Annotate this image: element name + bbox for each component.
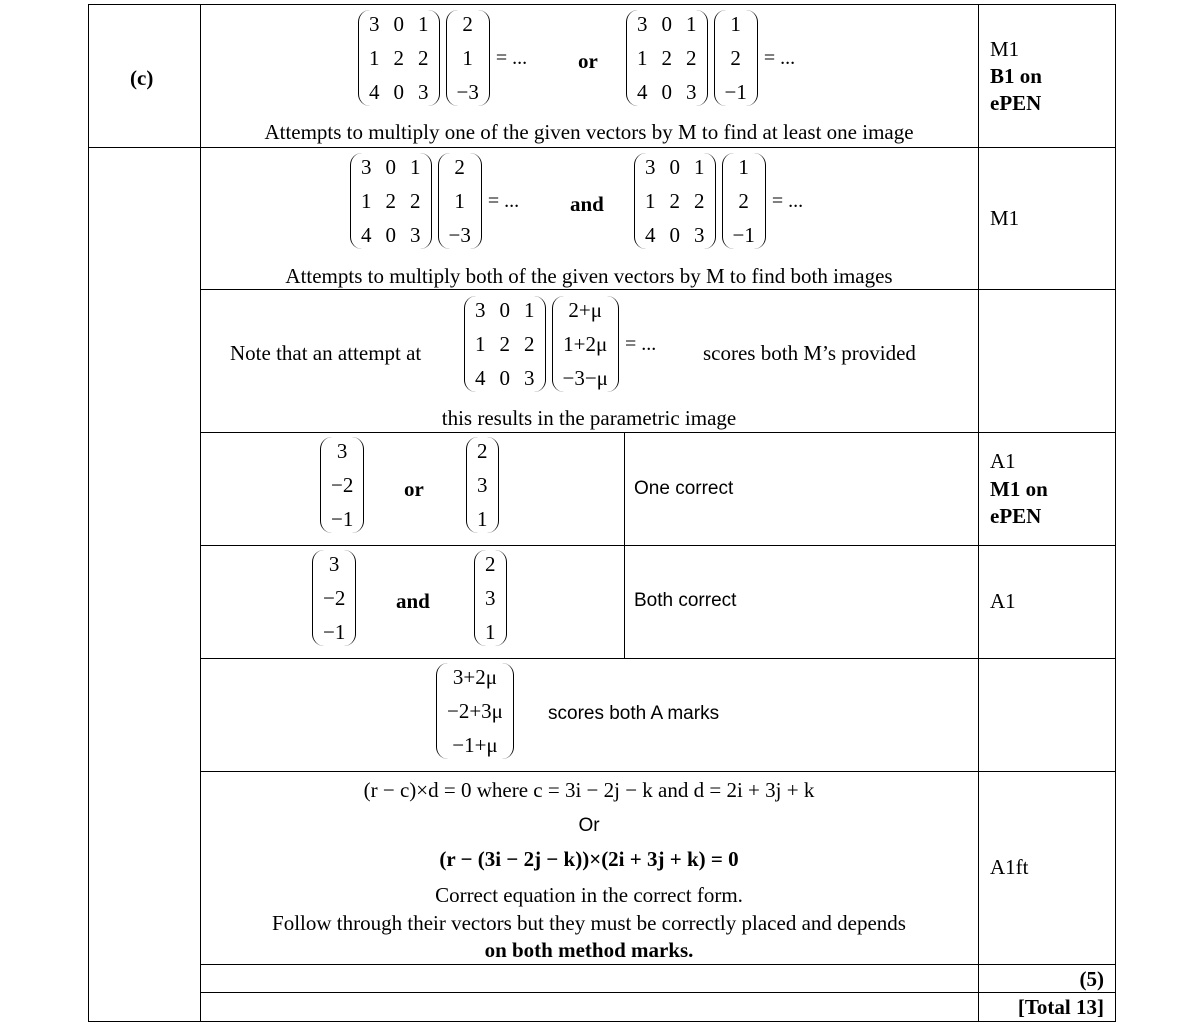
row3-suffix: scores both M’s provided [703, 341, 916, 365]
subtotal-marks: (5) [1079, 967, 1104, 991]
row2-and-word: and [570, 192, 604, 216]
row4-mark-line1: A1 [990, 449, 1016, 473]
vector-b: 1 2 −1 [722, 153, 766, 249]
row5-mark: A1 [990, 589, 1016, 613]
matrix-m: 3 0 1 1 2 2 4 0 3 [626, 10, 708, 106]
marks-column-divider [978, 4, 979, 1022]
row5-image-a [312, 550, 356, 646]
row1-or-word: or [578, 49, 598, 73]
row7-line2: Or [578, 815, 600, 836]
total-marks: [Total 13] [1017, 995, 1104, 1019]
row4-image-a [320, 437, 364, 533]
description-column-divider [624, 432, 625, 658]
row1-bottom-border [88, 147, 1116, 148]
image-vector-a: 3 −2 −1 [320, 437, 364, 533]
parametric-vector: 2+μ 1+2μ −3−μ [552, 296, 619, 392]
row1-product-b: 3 0 1 1 2 2 4 0 3 1 2 −1 = ... [626, 10, 795, 106]
row2-product-a: 3 0 1 1 2 2 4 0 3 2 1 −3 = ... [350, 153, 519, 249]
row1-product-a: 3 0 1 1 2 2 4 0 3 2 1 −3 = ... [358, 10, 527, 106]
row5-description: Both correct [634, 590, 737, 611]
row4-description: One correct [634, 478, 734, 499]
row7-line5: Follow through their vectors but they must be correctly placed and depends [272, 911, 906, 935]
row3-parametric-product: 3 0 1 1 2 2 4 0 3 2+μ 1+2μ −3−μ = ... [464, 296, 656, 392]
image-vector-b: 2 3 1 [474, 550, 507, 646]
row7-line1: (r − c)×d = 0 where c = 3i − 2j − k and d = 2i + 3j + k [363, 778, 815, 802]
row1-mark-line1: M1 [990, 37, 1020, 61]
image-vector-a: 3 −2 −1 [312, 550, 356, 646]
row6-parametric-image [436, 663, 514, 759]
row2-mark: M1 [990, 206, 1020, 230]
row3-prefix: Note that an attempt at [230, 341, 422, 365]
row4-mark-line3: ePEN [990, 504, 1042, 528]
vector-a: 2 1 −3 [446, 10, 490, 106]
row6-description: scores both A marks [548, 703, 720, 724]
row4-or-word: or [404, 477, 424, 501]
row5-image-b [474, 550, 507, 646]
row3-caption: this results in the parametric image [441, 406, 737, 430]
table-bottom-border [88, 1021, 1116, 1022]
row7-mark: A1ft [990, 855, 1029, 879]
row5-and-word: and [396, 589, 430, 613]
vector-b: 1 2 −1 [714, 10, 758, 106]
row7-line4: Correct equation in the correct form. [435, 883, 743, 907]
matrix-m: 3 0 1 1 2 2 4 0 3 [358, 10, 440, 106]
row1-mark-line3: ePEN [990, 91, 1042, 115]
matrix-m: 3 0 1 1 2 2 4 0 3 [350, 153, 432, 249]
parametric-image-vector: 3+2μ −2+3μ −1+μ [436, 663, 514, 759]
row1-caption: Attempts to multiply one of the given vectors by M to find at least one image [264, 120, 914, 144]
row7-line3: (r − (3i − 2j − k))×(2i + 3j + k) = 0 [439, 847, 739, 871]
table-right-border [1115, 4, 1116, 1022]
row4-image-b [466, 437, 499, 533]
vector-a: 2 1 −3 [438, 153, 482, 249]
row2-product-b: 3 0 1 1 2 2 4 0 3 1 2 −1 = ... [634, 153, 803, 249]
table-left-border [88, 4, 89, 1022]
row7-line6: on both method marks. [484, 938, 694, 962]
part-label: (c) [130, 66, 154, 90]
row1-mark-line2: B1 on [990, 64, 1042, 88]
matrix-m: 3 0 1 1 2 2 4 0 3 [464, 296, 546, 392]
matrix-m: 3 0 1 1 2 2 4 0 3 [634, 153, 716, 249]
row2-caption: Attempts to multiply both of the given vectors by M to find both images [285, 264, 893, 288]
row4-mark-line2: M1 on [990, 477, 1048, 501]
image-vector-b: 2 3 1 [466, 437, 499, 533]
table-top-border [88, 4, 1116, 5]
